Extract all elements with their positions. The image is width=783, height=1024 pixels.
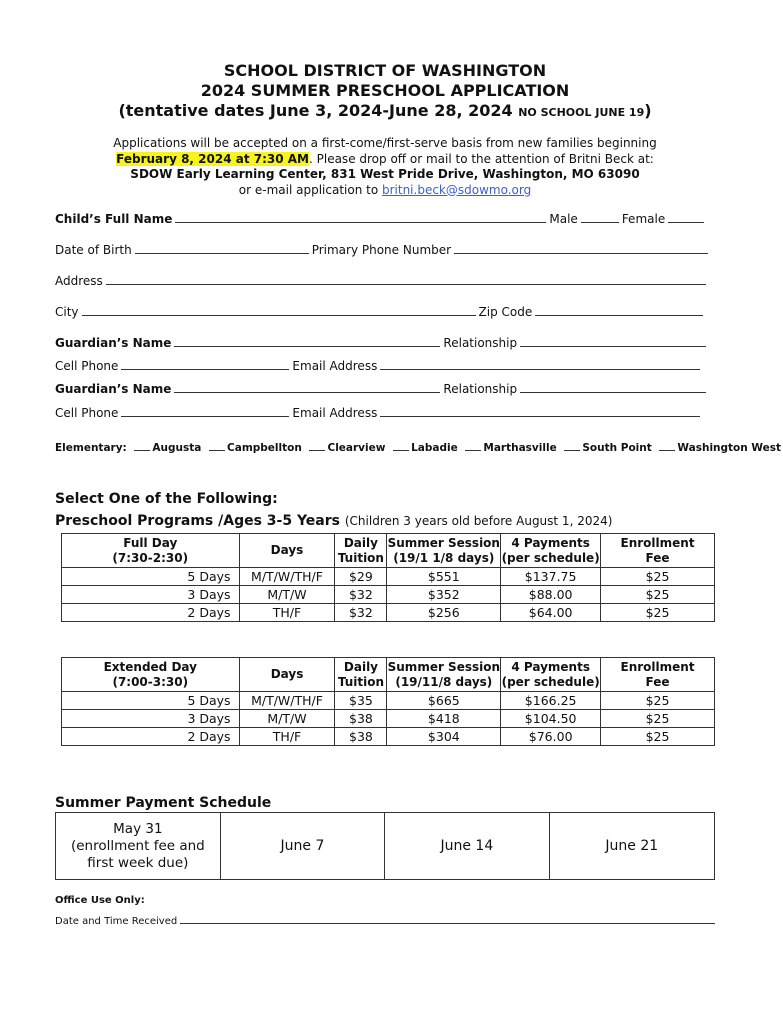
table-row[interactable] — [62, 568, 715, 586]
daily-header-2: Tuition — [337, 550, 384, 565]
school-campbellton: Campbellton — [227, 442, 302, 454]
program-header — [62, 658, 240, 692]
payment-schedule-title: Summer Payment Schedule — [55, 795, 272, 811]
programs-label: Preschool Programs /Ages 3-5 Years — [55, 513, 345, 529]
payments-header — [501, 534, 601, 568]
program-header-hours: (7:30-2:30) — [112, 550, 189, 565]
zip-field[interactable] — [535, 304, 703, 316]
session-cell: $256 — [387, 604, 501, 622]
daily-header — [335, 658, 387, 692]
school-clearview: Clearview — [327, 442, 386, 454]
table-row[interactable] — [62, 710, 715, 728]
female-label: Female — [621, 212, 666, 226]
school-south-point: South Point — [582, 442, 652, 454]
guardian1-field[interactable] — [174, 335, 440, 347]
school-checkbox[interactable] — [393, 441, 409, 451]
daily-cell: $32 — [335, 586, 387, 604]
school-augusta: Augusta — [152, 442, 202, 454]
fee-header — [601, 534, 715, 568]
payments-cell: $88.00 — [501, 586, 601, 604]
guardian2-field[interactable] — [174, 381, 440, 393]
fee-header-1: Enrollment — [620, 535, 695, 550]
payments-header-2: (per schedule) — [501, 674, 600, 689]
cell1-label: Cell Phone — [55, 359, 119, 373]
payments-cell: $76.00 — [501, 728, 601, 746]
full-day-table — [61, 533, 715, 622]
school-checkbox[interactable] — [209, 441, 225, 451]
female-field[interactable] — [668, 211, 704, 223]
fee-cell: $25 — [601, 568, 715, 586]
fee-cell: $25 — [601, 710, 715, 728]
school-checkbox[interactable] — [465, 441, 481, 451]
email1-label: Email Address — [292, 359, 378, 373]
intro-dropoff: . Please drop off or mail to the attention of Britni Beck at: — [309, 151, 654, 166]
days-cell: M/T/W/TH/F — [239, 568, 335, 586]
session-header — [387, 658, 501, 692]
guardian1-row — [55, 335, 715, 350]
payments-header-1: 4 Payments — [511, 659, 590, 674]
select-cell[interactable] — [62, 604, 152, 622]
daily-cell: $38 — [335, 728, 387, 746]
relationship1-field[interactable] — [520, 335, 706, 347]
payments-cell: $64.00 — [501, 604, 601, 622]
daily-cell: $29 — [335, 568, 387, 586]
guardian1-label: Guardian’s Name — [55, 336, 172, 350]
session-header-2: (19/11/8 days) — [395, 674, 493, 689]
table-row[interactable] — [62, 586, 715, 604]
select-cell[interactable] — [62, 568, 152, 586]
payments-header — [501, 658, 601, 692]
cell1-field[interactable] — [121, 358, 289, 370]
intro-line-1: Applications will be accepted on a first-come/first-serve basis from new families beginning — [113, 136, 657, 150]
table-row[interactable] — [62, 728, 715, 746]
option-cell: 3 Days — [151, 586, 239, 604]
phone-field[interactable] — [454, 242, 708, 254]
zip-label: Zip Code — [478, 305, 533, 319]
program-header-name: Extended Day — [103, 659, 197, 674]
child-name-field[interactable] — [175, 211, 546, 223]
payment-date-1-note: (enrollment fee and — [70, 837, 205, 854]
fee-cell: $25 — [601, 728, 715, 746]
fee-cell: $25 — [601, 586, 715, 604]
guardian2-row — [55, 381, 715, 396]
payment-row — [56, 813, 715, 880]
payment-date-4: June 21 — [549, 813, 714, 880]
no-school-note: NO SCHOOL JUNE 19 — [518, 106, 645, 119]
session-cell: $418 — [387, 710, 501, 728]
session-cell: $304 — [387, 728, 501, 746]
daily-cell: $32 — [335, 604, 387, 622]
option-cell: 2 Days — [151, 604, 239, 622]
district-title: SCHOOL DISTRICT OF WASHINGTON — [223, 61, 547, 80]
payments-cell: $166.25 — [501, 692, 601, 710]
session-header-1: Summer Session — [387, 659, 501, 674]
days-header: Days — [239, 534, 335, 568]
option-cell: 3 Days — [151, 710, 239, 728]
school-checkbox[interactable] — [659, 441, 675, 451]
session-cell: $665 — [387, 692, 501, 710]
start-date-highlight: February 8, 2024 at 7:30 AM — [116, 151, 309, 166]
option-cell: 5 Days — [151, 692, 239, 710]
intro-paragraph — [0, 136, 770, 198]
school-labadie: Labadie — [411, 442, 458, 454]
daily-header — [335, 534, 387, 568]
dates-close: ) — [644, 101, 652, 120]
select-cell[interactable] — [62, 710, 152, 728]
program-header — [62, 534, 240, 568]
session-header-1: Summer Session — [387, 535, 500, 550]
intro-email-line — [0, 183, 770, 199]
select-cell[interactable] — [62, 728, 152, 746]
cell1-row — [55, 358, 715, 373]
tentative-dates — [0, 101, 770, 122]
fee-header-2: Fee — [645, 550, 670, 565]
age-note: (Children 3 years old before August 1, 2024) — [344, 514, 613, 528]
phone-label: Primary Phone Number — [311, 243, 452, 257]
cell2-field[interactable] — [121, 405, 289, 417]
days-cell: TH/F — [239, 604, 335, 622]
cell2-row — [55, 405, 715, 420]
intro-line-2 — [0, 152, 770, 168]
days-cell: M/T/W/TH/F — [239, 692, 335, 710]
payment-date-1 — [56, 813, 221, 880]
cell2-label: Cell Phone — [55, 406, 119, 420]
payment-date-2: June 7 — [220, 813, 384, 880]
email1-field[interactable] — [380, 358, 700, 370]
email2-field[interactable] — [380, 405, 700, 417]
school-washington-west: Washington West — [677, 442, 781, 454]
days-cell: TH/F — [239, 728, 335, 746]
program-header-hours: (7:00-3:30) — [112, 674, 189, 689]
select-cell[interactable] — [62, 586, 152, 604]
city-label: City — [55, 305, 79, 319]
relationship2-field[interactable] — [520, 381, 706, 393]
school-checkbox[interactable] — [309, 441, 325, 451]
fee-header — [601, 658, 715, 692]
daily-header-1: Daily — [343, 535, 378, 550]
elementary-row — [55, 441, 781, 454]
guardian2-label: Guardian’s Name — [55, 382, 172, 396]
school-checkbox[interactable] — [564, 441, 580, 451]
table-header-row — [62, 658, 715, 692]
school-checkbox[interactable] — [134, 441, 150, 451]
city-field[interactable] — [82, 304, 476, 316]
option-cell: 2 Days — [151, 728, 239, 746]
table-header-row — [62, 534, 715, 568]
dates-text: (tentative dates June 3, 2024-June 28, 2024 — [118, 101, 519, 120]
email2-label: Email Address — [292, 406, 378, 420]
fee-header-2: Fee — [645, 674, 670, 689]
elementary-label: Elementary: — [55, 442, 127, 454]
email-link[interactable]: britni.beck@sdowmo.org — [381, 182, 532, 197]
payments-cell: $104.50 — [501, 710, 601, 728]
table-row[interactable] — [62, 692, 715, 710]
extended-day-table — [61, 657, 715, 746]
daily-cell: $35 — [335, 692, 387, 710]
received-field[interactable] — [180, 914, 715, 924]
session-header-2: (19/1 1/8 days) — [393, 550, 495, 565]
school-marthasville: Marthasville — [483, 442, 557, 454]
address-row — [55, 273, 715, 288]
session-header — [387, 534, 501, 568]
city-row — [55, 304, 715, 319]
address-label: Address — [55, 274, 103, 288]
address-field[interactable] — [106, 273, 706, 285]
payment-schedule-table — [55, 812, 715, 880]
received-label: Date and Time Received — [55, 916, 178, 927]
dob-label: Date of Birth — [55, 243, 132, 257]
dob-row — [55, 242, 715, 257]
email-prefix: or e-mail application to — [238, 182, 382, 197]
select-cell[interactable] — [62, 692, 152, 710]
child-name-label: Child’s Full Name — [55, 212, 173, 226]
payments-cell: $137.75 — [501, 568, 601, 586]
daily-header-2: Tuition — [337, 674, 385, 689]
payments-header-2: (per schedule) — [501, 550, 600, 565]
fee-cell: $25 — [601, 604, 715, 622]
select-title: Select One of the Following: — [55, 491, 278, 507]
days-header: Days — [239, 658, 335, 692]
office-use-label: Office Use Only: — [55, 895, 145, 906]
male-label: Male — [549, 212, 578, 226]
payments-header-1: 4 Payments — [511, 535, 590, 550]
child-name-row — [55, 211, 715, 226]
program-header-name: Full Day — [123, 535, 178, 550]
days-cell: M/T/W — [239, 710, 335, 728]
payment-date-3: June 14 — [385, 813, 549, 880]
relationship1-label: Relationship — [443, 336, 518, 350]
table-row[interactable] — [62, 604, 715, 622]
days-cell: M/T/W — [239, 586, 335, 604]
application-title: 2024 SUMMER PRESCHOOL APPLICATION — [200, 81, 570, 100]
payment-date-1-note2: first week due) — [87, 854, 189, 871]
option-cell: 5 Days — [151, 568, 239, 586]
fee-cell: $25 — [601, 692, 715, 710]
dob-field[interactable] — [135, 242, 309, 254]
payment-date-1-day: May 31 — [113, 820, 163, 837]
programs-heading — [55, 513, 612, 529]
session-cell: $551 — [387, 568, 501, 586]
relationship2-label: Relationship — [443, 382, 518, 396]
received-row — [55, 914, 715, 927]
session-cell: $352 — [387, 586, 501, 604]
male-field[interactable] — [581, 211, 619, 223]
fee-header-1: Enrollment — [620, 659, 695, 674]
daily-cell: $38 — [335, 710, 387, 728]
intro-address: SDOW Early Learning Center, 831 West Pride Drive, Washington, MO 63090 — [130, 167, 640, 181]
daily-header-1: Daily — [343, 659, 378, 674]
